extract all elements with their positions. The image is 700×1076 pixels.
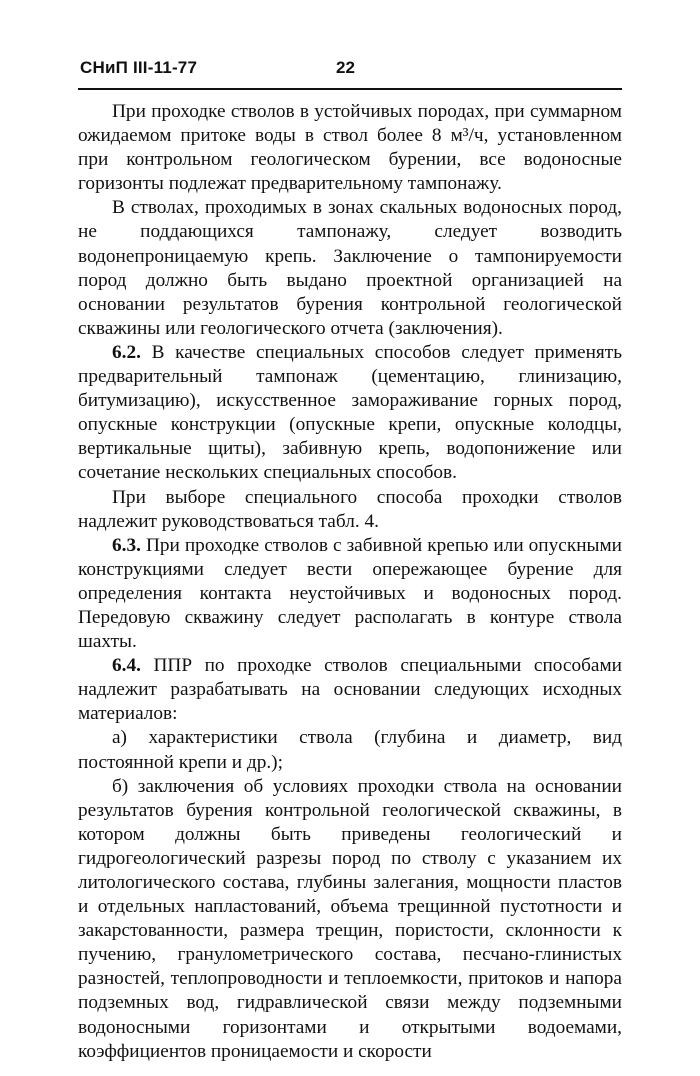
paragraph-text: В стволах, проходимых в зонах скальных водоносных пород, не поддающихся тампонажу, следует возводить водонепроницаемую крепь. Заключение о тампонируемости пород должно быть выдано проектной организацией на основании результатов бурения контрольной геологической скважины или геологического отчета (заключения).	[78, 197, 622, 339]
paragraph-intro-grouting	[78, 100, 622, 196]
paragraph-text: При проходке стволов в устойчивых породах, при суммарном ожидаемом притоке воды в ствол более 8 м³/ч, установленном при контрольном геологическом бурении, все водоносные горизонты подлежат предварительному тампонажу.	[78, 101, 622, 195]
paragraph-text: В качестве специальных способов следует применять предварительный тампонаж (цементацию, глинизацию, битумизацию), искусственное замораживание горных пород, опускные конструкции (опускные крепи, опускные колодцы, вертикальные щиты), забивную крепь, водопонижение или сочетание нескольких специальных способов.	[78, 341, 622, 484]
paragraph-text: При проходке стволов с забивной крепью или опускными конструкциями следует вести опережающее бурение для определения контакта неустойчивых и водоносных пород. Передовую скважину следует располагать в контуре ствола шахты.	[78, 534, 622, 653]
list-item-a	[78, 726, 622, 774]
clause-number: 6.2.	[112, 341, 141, 363]
header-rule	[78, 88, 622, 90]
page-header	[78, 58, 622, 84]
paragraph-rock-shafts	[78, 196, 622, 341]
clause-number: 6.4.	[112, 655, 141, 677]
paragraph-table-reference	[78, 486, 622, 534]
paragraph-text: ППР по проходке стволов специальными способами надлежит разрабатывать на основании следующих исходных материалов:	[78, 655, 622, 725]
paragraph-text: б) заключения об условиях проходки ствола на основании результатов бурения контрольной геологической скважины, в котором должны быть приведены геологический и гидрогеологический разрезы пород по стволу с указанием их литологического состава, глубины залегания, мощности пластов и отдельных напластований, объема трещинной пустотности и закарстованности, размера трещин, пористости, склонности к пучению, гранулометрического состава, песчано-глинистых разностей, теплопроводности и теплоемкости, притоков и напора подземных вод, гидравлической связи между подземными водоносными горизонтами и открытыми водоемами, коэффициентов проницаемости и скорости	[78, 775, 622, 1062]
document-code: СНиП III-11-77	[80, 58, 198, 77]
list-item-b	[78, 775, 622, 1064]
clause-6-4	[78, 654, 622, 726]
paragraph-text: а) характеристики ствола (глубина и диаметр, вид постоянной крепи и др.);	[78, 727, 622, 773]
document-page	[78, 58, 622, 1064]
clause-number: 6.3.	[112, 534, 141, 556]
clause-6-2	[78, 341, 622, 486]
clause-6-3	[78, 534, 622, 654]
paragraph-text: При выборе специального способа проходки стволов надлежит руководствоваться табл. 4.	[78, 486, 622, 532]
body-text	[78, 100, 622, 1064]
page-number: 22	[336, 58, 355, 77]
